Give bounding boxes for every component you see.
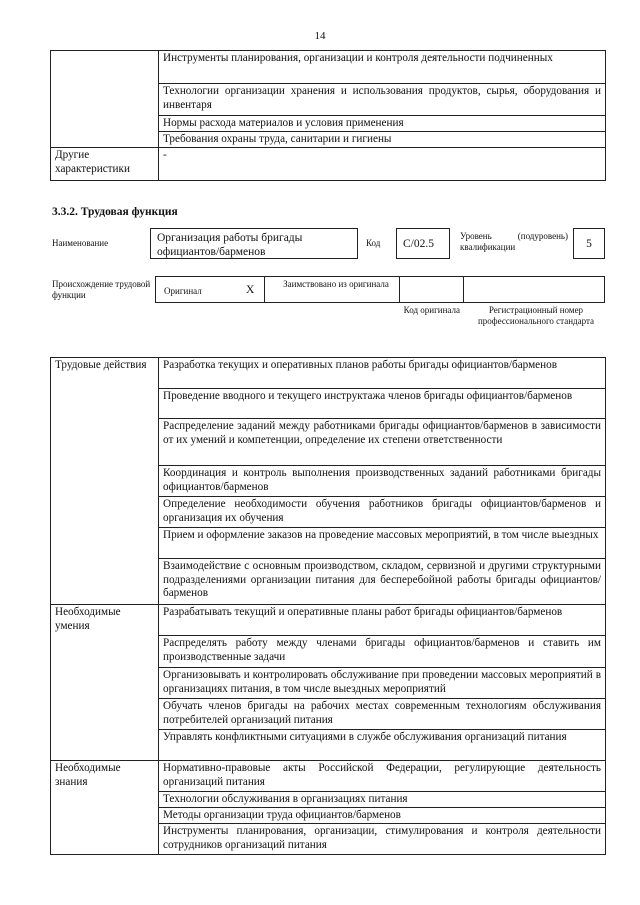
original-label: Оригинал [164,286,202,296]
skills-label: Необходимые умения [51,605,159,761]
table-row: Распределять работу между членами бригады официантов/барменов и ставить им производственные задачи [159,636,606,668]
table-row: Нормативно-правовые акты Российской Федерации, регулирующие деятельность организаций питания [159,761,606,792]
table-row: Разработка текущих и оперативных планов работы бригады официантов/барменов [159,358,606,389]
other-characteristics-value: - [159,148,606,181]
borrowed-label: Заимствовано из оригинала [283,279,389,289]
code-label: Код [366,238,381,248]
table-row: Проведение вводного и текущего инструктажа членов бригады официантов/барменов [159,389,606,419]
code-value-box [396,228,450,259]
table-row: Организовывать и контролировать обслуживание при проведении массовых мероприятий в организациях питания, в том числе выездных мероприятий [159,668,606,699]
table-row: Технологии обслуживания в организациях питания [159,792,606,808]
table-row: Обучать членов бригады на рабочих местах современным технологиям обслуживания потребителей организаций питания [159,699,606,730]
name-value-box [150,228,358,259]
page-number: 14 [314,30,326,42]
table-row: Требования охраны труда, санитарии и гигиены [159,132,606,148]
code-original-label: Код оригинала [403,305,460,315]
table-row: Управлять конфликтными ситуациями в службе обслуживания организаций питания [159,730,606,761]
table-row: Технологии организации хранения и использования продуктов, сырья, оборудования и инвентаря [159,84,606,116]
table-row: Распределение заданий между работниками бригады официантов/барменов в зависимости от их умений и компетенции, определение их степени ответственности [159,419,606,466]
divider [264,277,265,302]
table-row: Инструменты планирования, организации, стимулирования и контроля деятельности сотрудников организаций питания [159,824,606,855]
table-row: Разрабатывать текущий и оперативные планы работ бригады официантов/барменов [159,605,606,636]
table-row: Прием и оформление заказов на проведение массовых мероприятий, в том числе выездных [159,528,606,559]
level-label: Уровень (подуровень) квалификации [460,231,568,252]
other-characteristics-label: Другие характеристики [51,148,159,181]
origin-label: Происхождение трудовой функции [52,279,151,300]
table-row: Инструменты планирования, организации и контроля деятельности подчиненных [159,51,606,84]
reg-number-label: Регистрационный номер профессионального стандарта [477,305,595,326]
table-row: Нормы расхода материалов и условия применения [159,116,606,132]
table-row: Определение необходимости обучения работников бригады официантов/барменов и организация их обучения [159,497,606,528]
table-row: Координация и контроль выполнения производственных заданий работниками бригады официантов/барменов [159,466,606,497]
origin-table [155,276,605,303]
level-value-box [573,228,605,259]
section-title: 3.3.2. Трудовая функция [52,206,178,218]
original-mark: X [246,284,255,296]
table-row: Методы организации труда официантов/барменов [159,808,606,824]
name-label: Наименование [52,238,109,248]
actions-label: Трудовые действия [51,358,159,605]
level-value: 5 [586,238,592,250]
divider [399,277,400,302]
main-table [50,357,606,855]
function-name: Организация работы бригады официантов/барменов [157,232,303,258]
divider [463,277,464,302]
code-value: С/02.5 [403,238,434,250]
empty-label-cell [51,51,159,148]
table-row: Взаимодействие с основным производством, складом, сервизной и другими структурными подразделениями организации питания для бесперебойной работы бригады официантов/барменов [159,559,606,605]
knowledge-label: Необходимые знания [51,761,159,855]
top-table [50,50,606,181]
